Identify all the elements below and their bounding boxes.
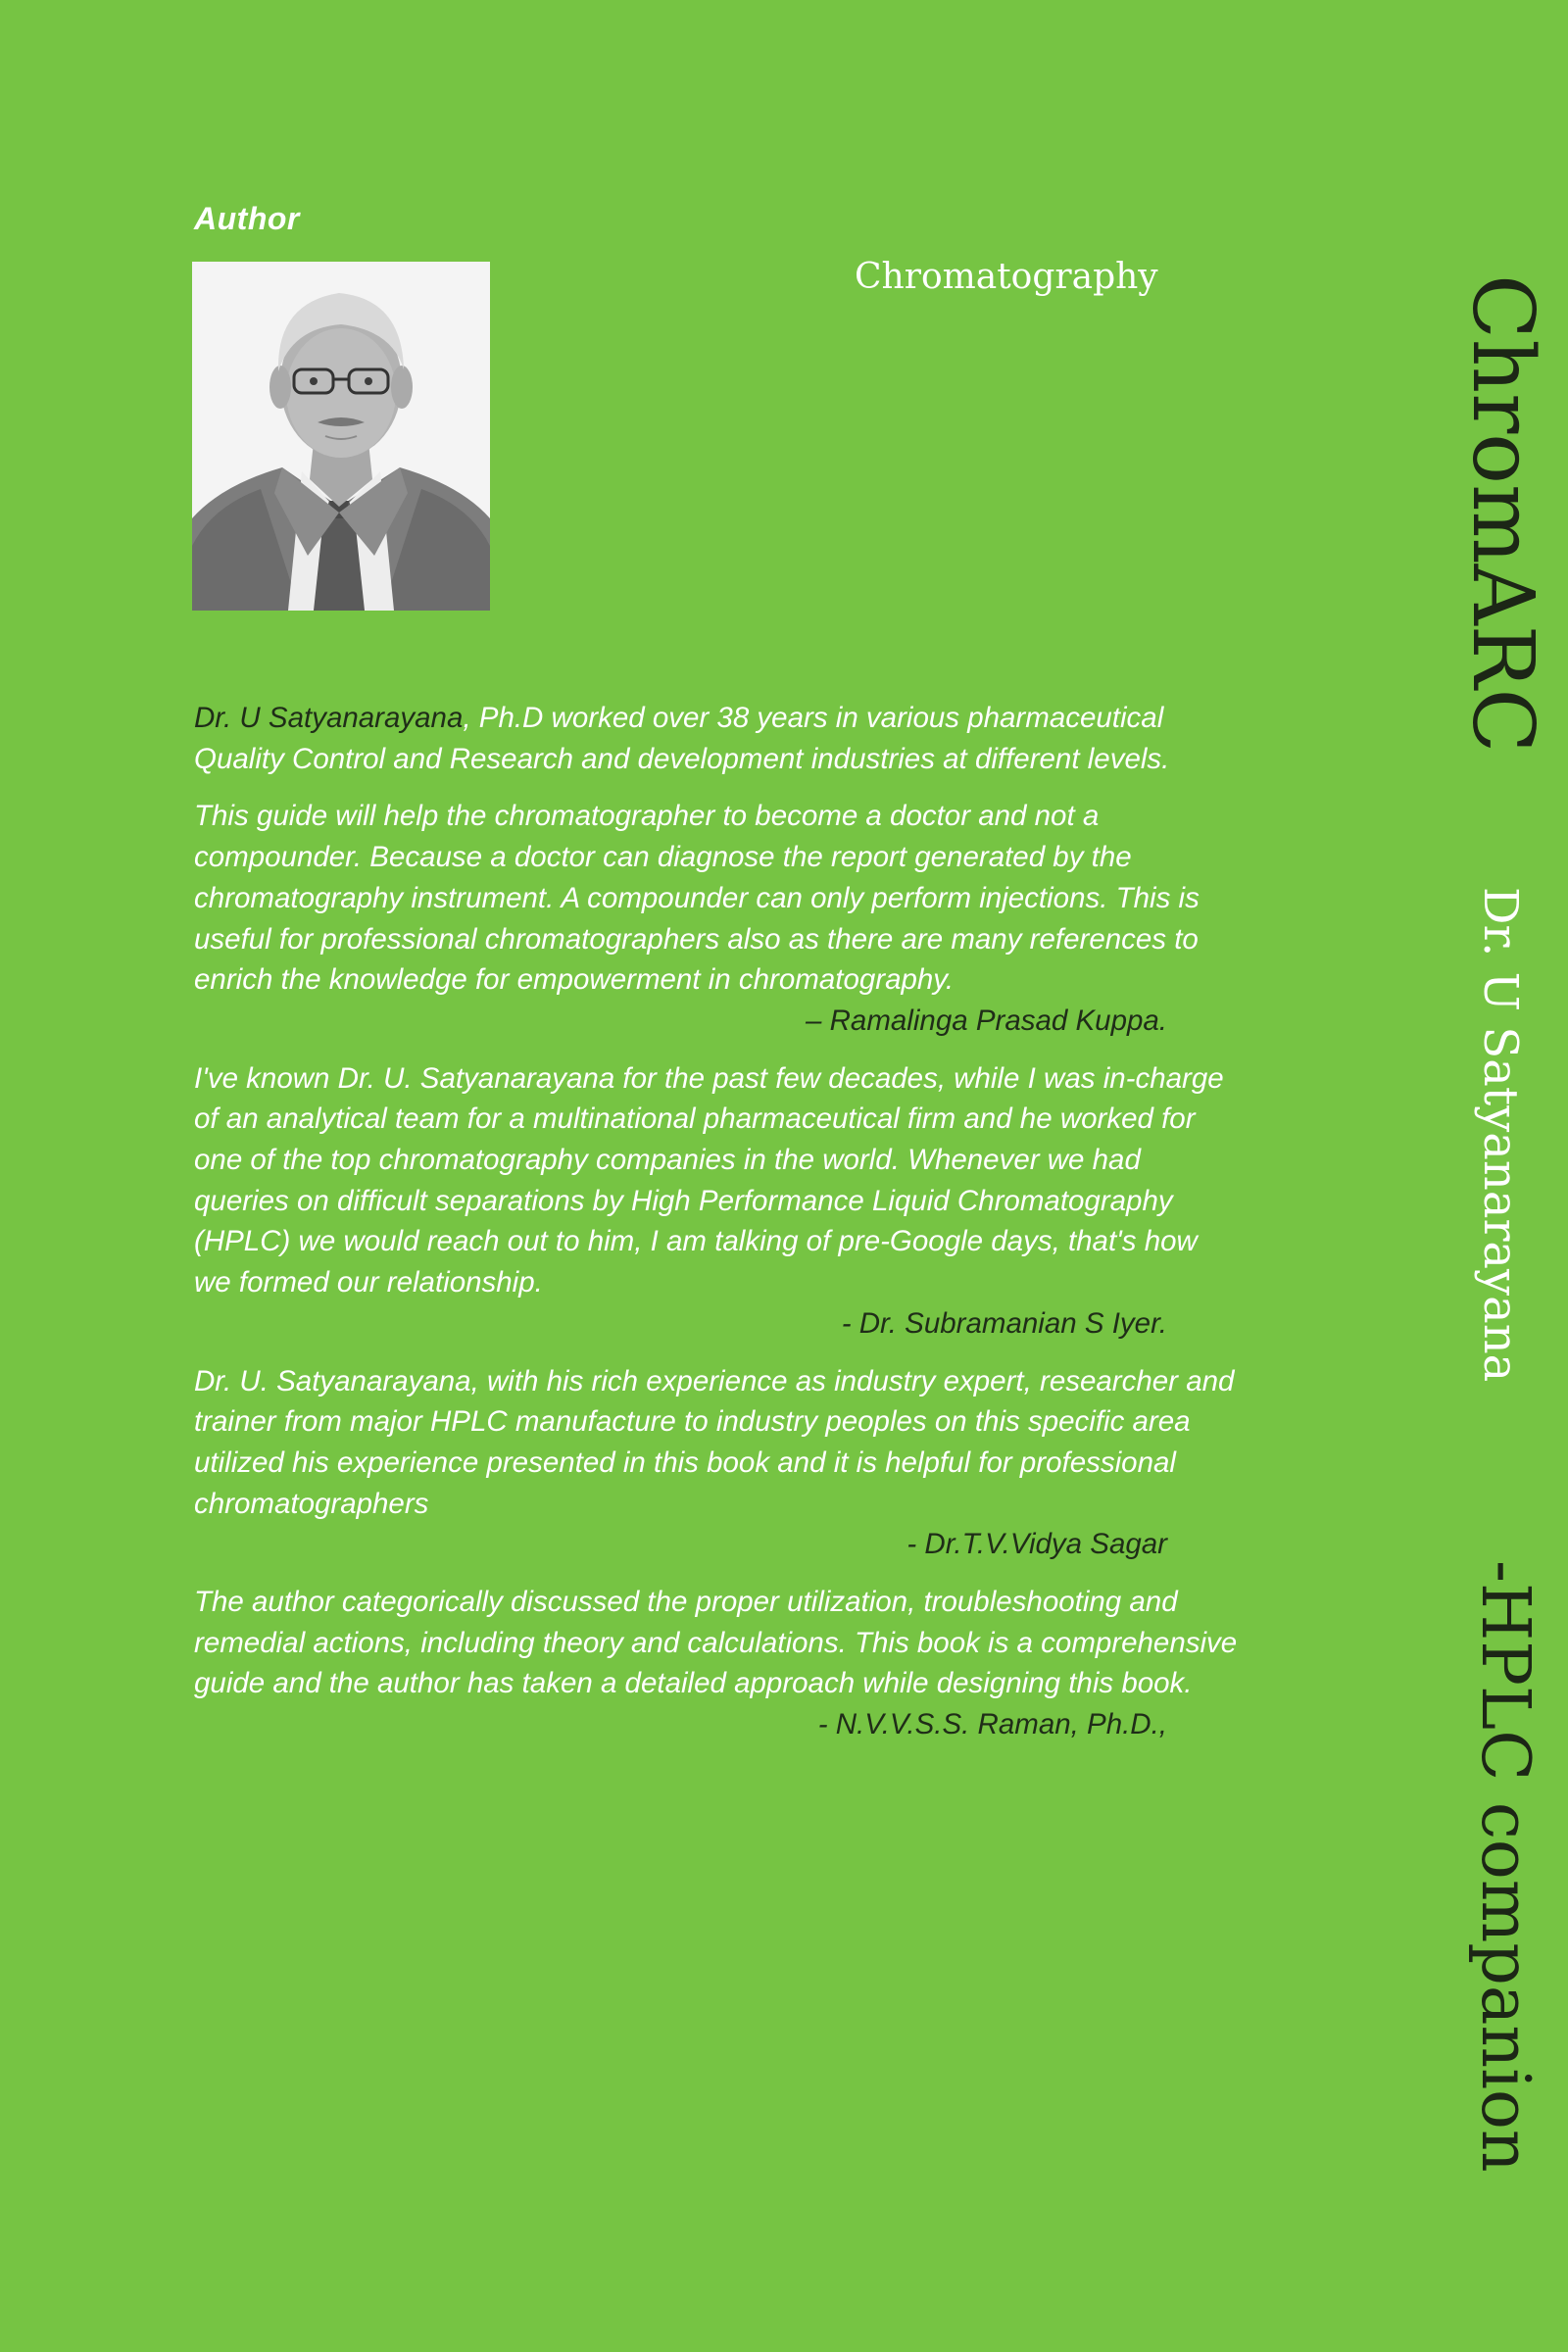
author-bio [194,698,1238,779]
spine-title: ChromARC [1453,274,1551,754]
testimonial-2 [194,1058,1238,1345]
testimonial-4-text: The author categorically discussed the proper utilization, troubleshooting and remedial actions, including theory and calculations. This book is a comprehensive guide and the author has taken a detailed approach while designing this book. [194,1586,1238,1700]
category-label: Chromatography [855,257,1158,297]
testimonial-1-text: This guide will help the chromatographer to become a doctor and not a compounder. Because a doctor can diagnose the report generated by the chromatography instrument. A compounder can only perform injections. This is useful for professional chromatographers also as there are many references to enrich the knowledge for empowerment in chromatography. [194,800,1200,997]
testimonial-1-attribution: – Ramalinga Prasad Kuppa. [806,1004,1167,1037]
book-spine [1446,0,1568,2352]
blurb-section [194,698,1238,1762]
testimonial-4 [194,1582,1238,1745]
author-portrait-icon [192,262,490,611]
testimonial-3 [194,1361,1238,1566]
testimonial-4-attribution: - N.V.V.S.S. Raman, Ph.D., [817,1708,1167,1741]
author-photo [192,262,490,611]
spine-subtitle: -HPLC companion [1466,1560,1544,2173]
testimonial-3-text: Dr. U. Satyanarayana, with his rich experience as industry expert, researcher and trainer from major HPLC manufacture to industry peoples on this specific area utilized his experience presented in this book and it is helpful for professional chromatographers [194,1364,1235,1520]
spine-author: Dr. U Satyanarayana [1473,887,1528,1383]
testimonial-2-text: I've known Dr. U. Satyanarayana for the past few decades, while I was in-charge of an analytical team for a multinational pharmaceutical firm and he worked for one of the top chromatography companies in the world. Whenever we had queries on difficult separations by High Performance Liquid Chromatography (HPLC) we would reach out to him, I am talking of pre-Google days, that's how we formed our relationship. [194,1061,1224,1299]
testimonial-2-attribution: - Dr. Subramanian S Iyer. [841,1306,1167,1340]
testimonial-3-attribution: - Dr.T.V.Vidya Sagar [906,1528,1167,1561]
testimonial-1 [194,796,1238,1041]
author-bio-text: , Ph.D worked over 38 years in various pharmaceutical Quality Control and Research and development industries at different levels. [194,702,1170,775]
author-name: Dr. U Satyanarayana [194,702,464,734]
author-heading: Author [194,201,300,236]
